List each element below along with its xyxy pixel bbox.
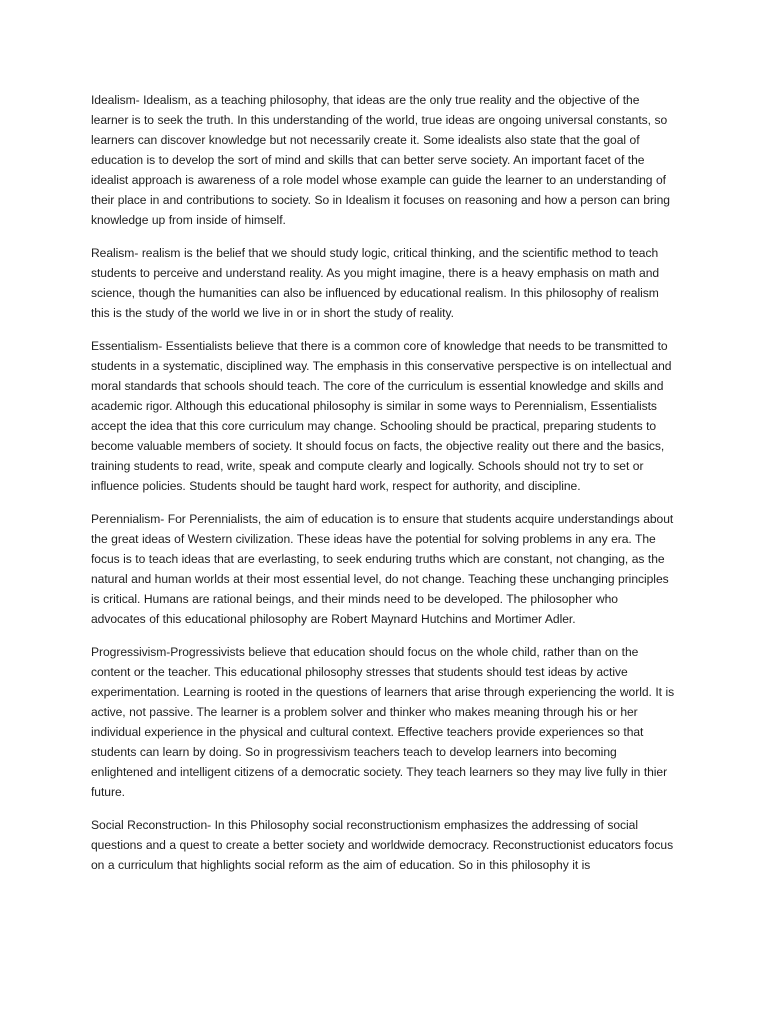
paragraph-social-reconstruction: Social Reconstruction- In this Philosophy social reconstructionism emphasizes the addressing of social questions and a quest to create a better society and worldwide democracy. Reconstructionist educators focus on a curriculum that highlights social reform as the aim of education. So in this philosophy it is: [91, 818, 674, 872]
paragraph-idealism: Idealism- Idealism, as a teaching philosophy, that ideas are the only true reality and the objective of the learner is to seek the truth. In this understanding of the world, true ideas are ongoing universal constants, so learners can discover knowledge but not necessarily create it. Some idealists also state that the goal of education is to develop the sort of mind and skills that can better serve society. An important facet of the idealist approach is awareness of a role model whose example can guide the learner to an understanding of their place in and contributions to society. So in Idealism it focuses on reasoning and how a person can bring knowledge up from inside of himself.: [91, 93, 670, 227]
paragraph-progressivism: Progressivism-Progressivists believe that education should focus on the whole child, rather than on the content or the teacher. This educational philosophy stresses that students should test ideas by active experimentation. Learning is rooted in the questions of learners that arise through experiencing the world. It is active, not passive. The learner is a problem solver and thinker who makes meaning through his or her individual experience in the physical and cultural context. Effective teachers provide experiences so that students can learn by doing. So in progressivism teachers teach to develop learners into becoming enlightened and intelligent citizens of a democratic society. They teach learners so they may live fully in thier future.: [91, 645, 675, 799]
paragraph-realism: Realism- realism is the belief that we should study logic, critical thinking, and the scientific method to teach students to perceive and understand reality. As you might imagine, there is a heavy emphasis on math and science, though the humanities can also be influenced by educational realism. In this philosophy of realism this is the study of the world we live in or in short the study of reality.: [91, 246, 660, 320]
paragraph-essentialism: Essentialism- Essentialists believe that there is a common core of knowledge that needs to be transmitted to students in a systematic, disciplined way. The emphasis in this conservative perspective is on intellectual and moral standards that schools should teach. The core of the curriculum is essential knowledge and skills and academic rigor. Although this educational philosophy is similar in some ways to Perennialism, Essentialists accept the idea that this core curriculum may change. Schooling should be practical, preparing students to become valuable members of society. It should focus on facts, the objective reality out there and the basics, training students to read, write, speak and compute clearly and logically. Schools should not try to set or influence policies. Students should be taught hard work, respect for authority, and discipline.: [91, 339, 672, 493]
paragraph-perennialism: Perennialism- For Perennialists, the aim of education is to ensure that students acquire understandings about the great ideas of Western civilization. These ideas have the potential for solving problems in any era. The focus is to teach ideas that are everlasting, to seek enduring truths which are constant, not changing, as the natural and human worlds at their most essential level, do not change. Teaching these unchanging principles is critical. Humans are rational beings, and their minds need to be developed. The philosopher who advocates of this educational philosophy are Robert Maynard Hutchins and Mortimer Adler.: [91, 512, 674, 626]
document-body: [91, 90, 675, 875]
